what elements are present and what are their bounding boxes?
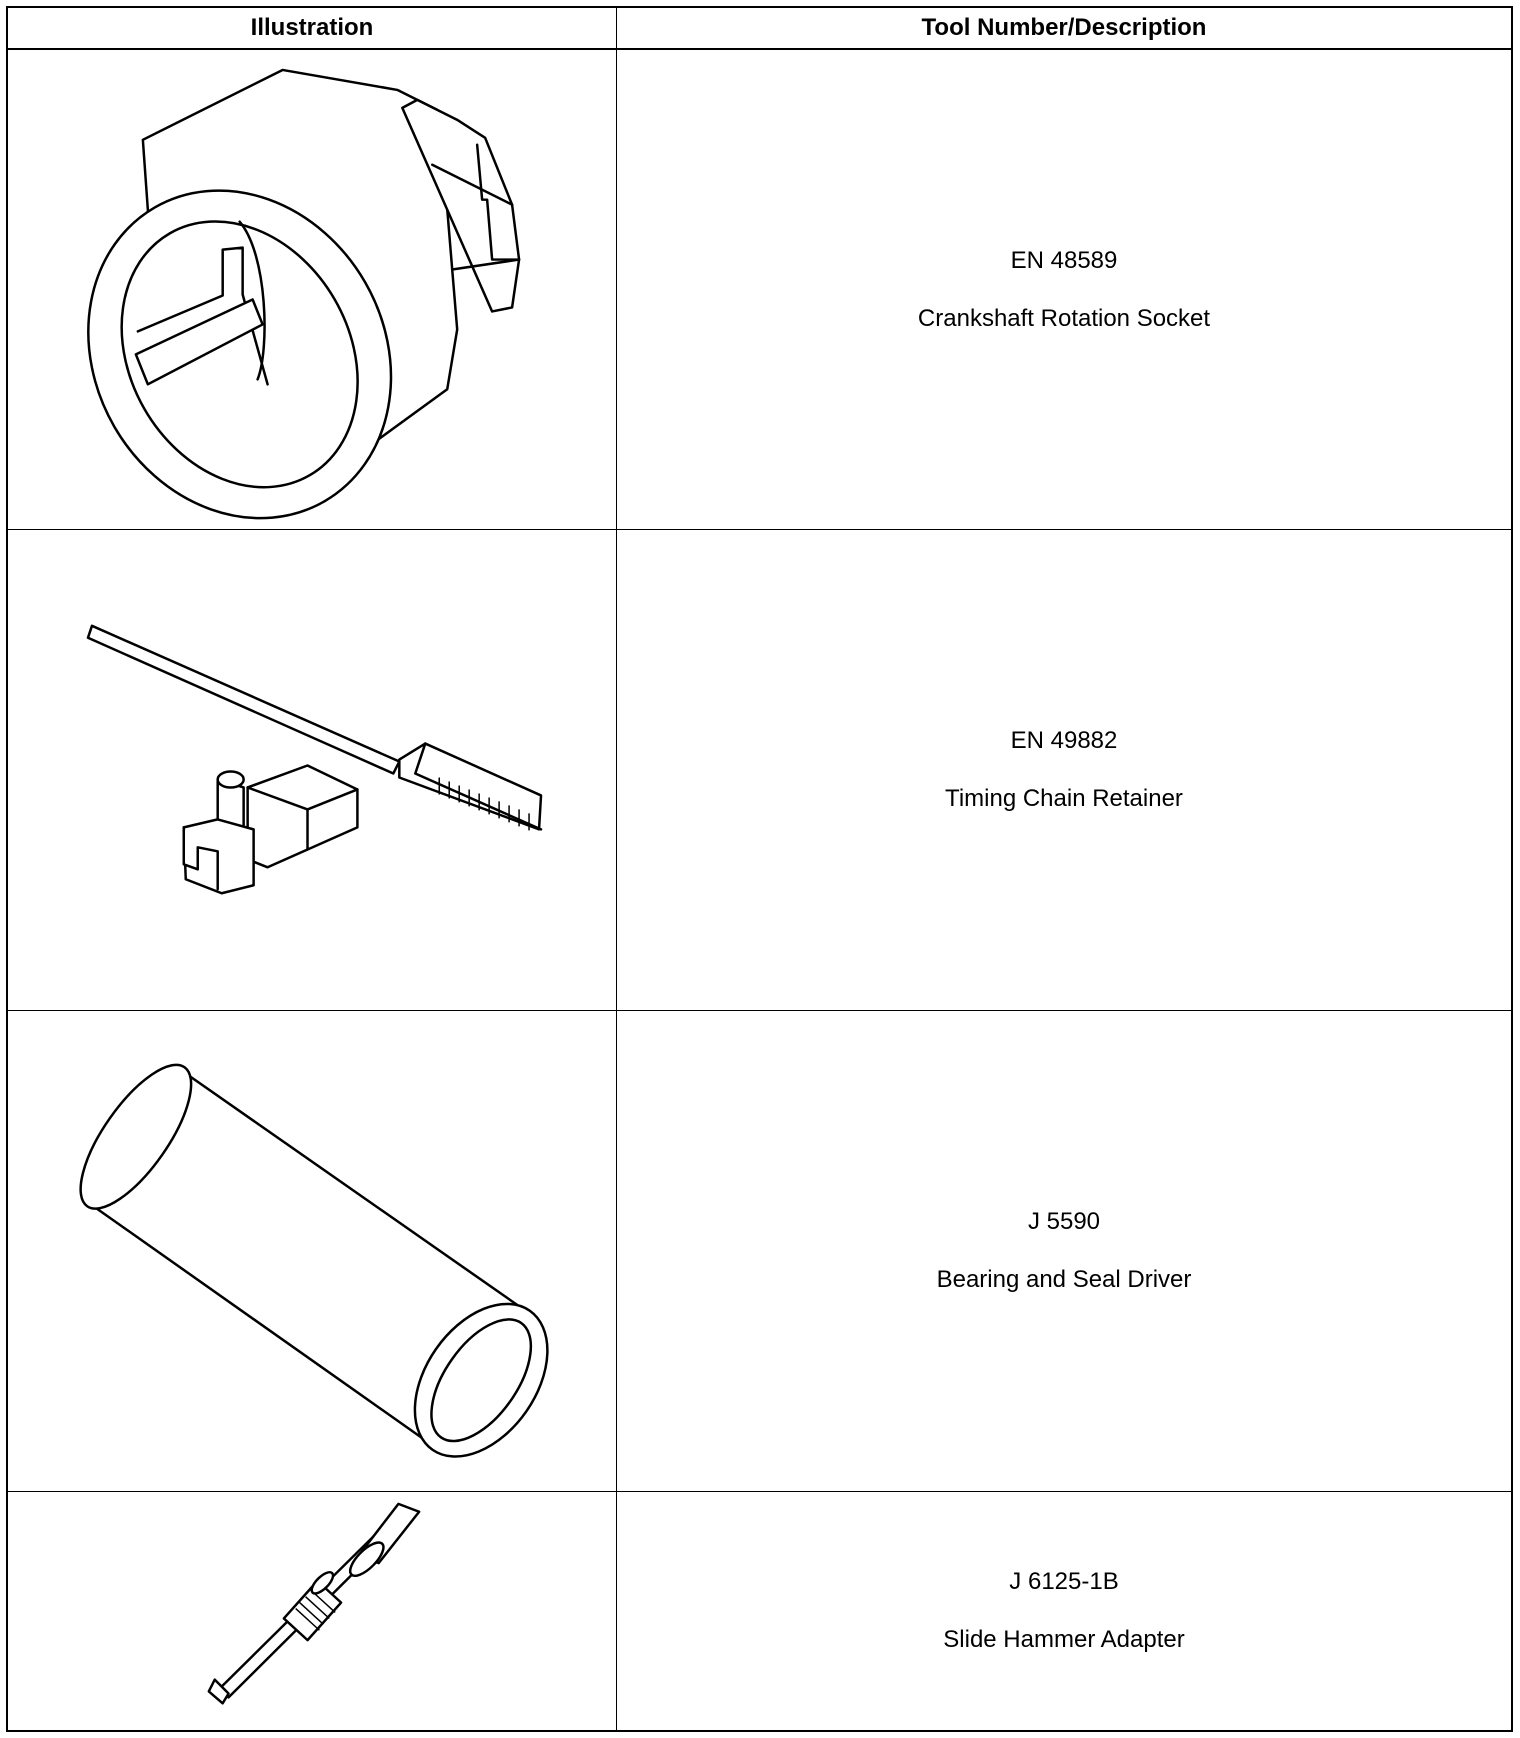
- table-row-description: [617, 1011, 1511, 1492]
- timing-chain-retainer-icon: [8, 530, 616, 1010]
- crankshaft-rotation-socket-icon: [8, 50, 616, 529]
- tool-number: J 6125-1B: [1009, 1568, 1119, 1595]
- tool-number: J 5590: [1027, 1208, 1101, 1235]
- tool-description: Crankshaft Rotation Socket: [917, 304, 1211, 332]
- table-row-illustration: [8, 530, 617, 1011]
- table-row-illustration: [8, 50, 617, 530]
- tool-table: [6, 6, 1513, 1732]
- slide-hammer-adapter-icon: [8, 1492, 616, 1730]
- tool-number: EN 49882: [1010, 727, 1118, 754]
- table-row-illustration: [8, 1492, 617, 1730]
- tool-description: Timing Chain Retainer: [945, 785, 1183, 812]
- table-row-description: [617, 50, 1511, 530]
- tool-description: Bearing and Seal Driver: [936, 1266, 1192, 1293]
- table-row-description: [617, 1492, 1511, 1730]
- table-row-illustration: [8, 1011, 617, 1492]
- tool-description: Slide Hammer Adapter: [943, 1626, 1185, 1653]
- bearing-seal-driver-icon: [8, 1011, 616, 1491]
- table-row-description: [617, 530, 1511, 1011]
- tool-number: EN 48589: [1010, 246, 1118, 274]
- header-illustration: Illustration: [8, 8, 617, 50]
- header-tool-description: Tool Number/Description: [617, 8, 1511, 50]
